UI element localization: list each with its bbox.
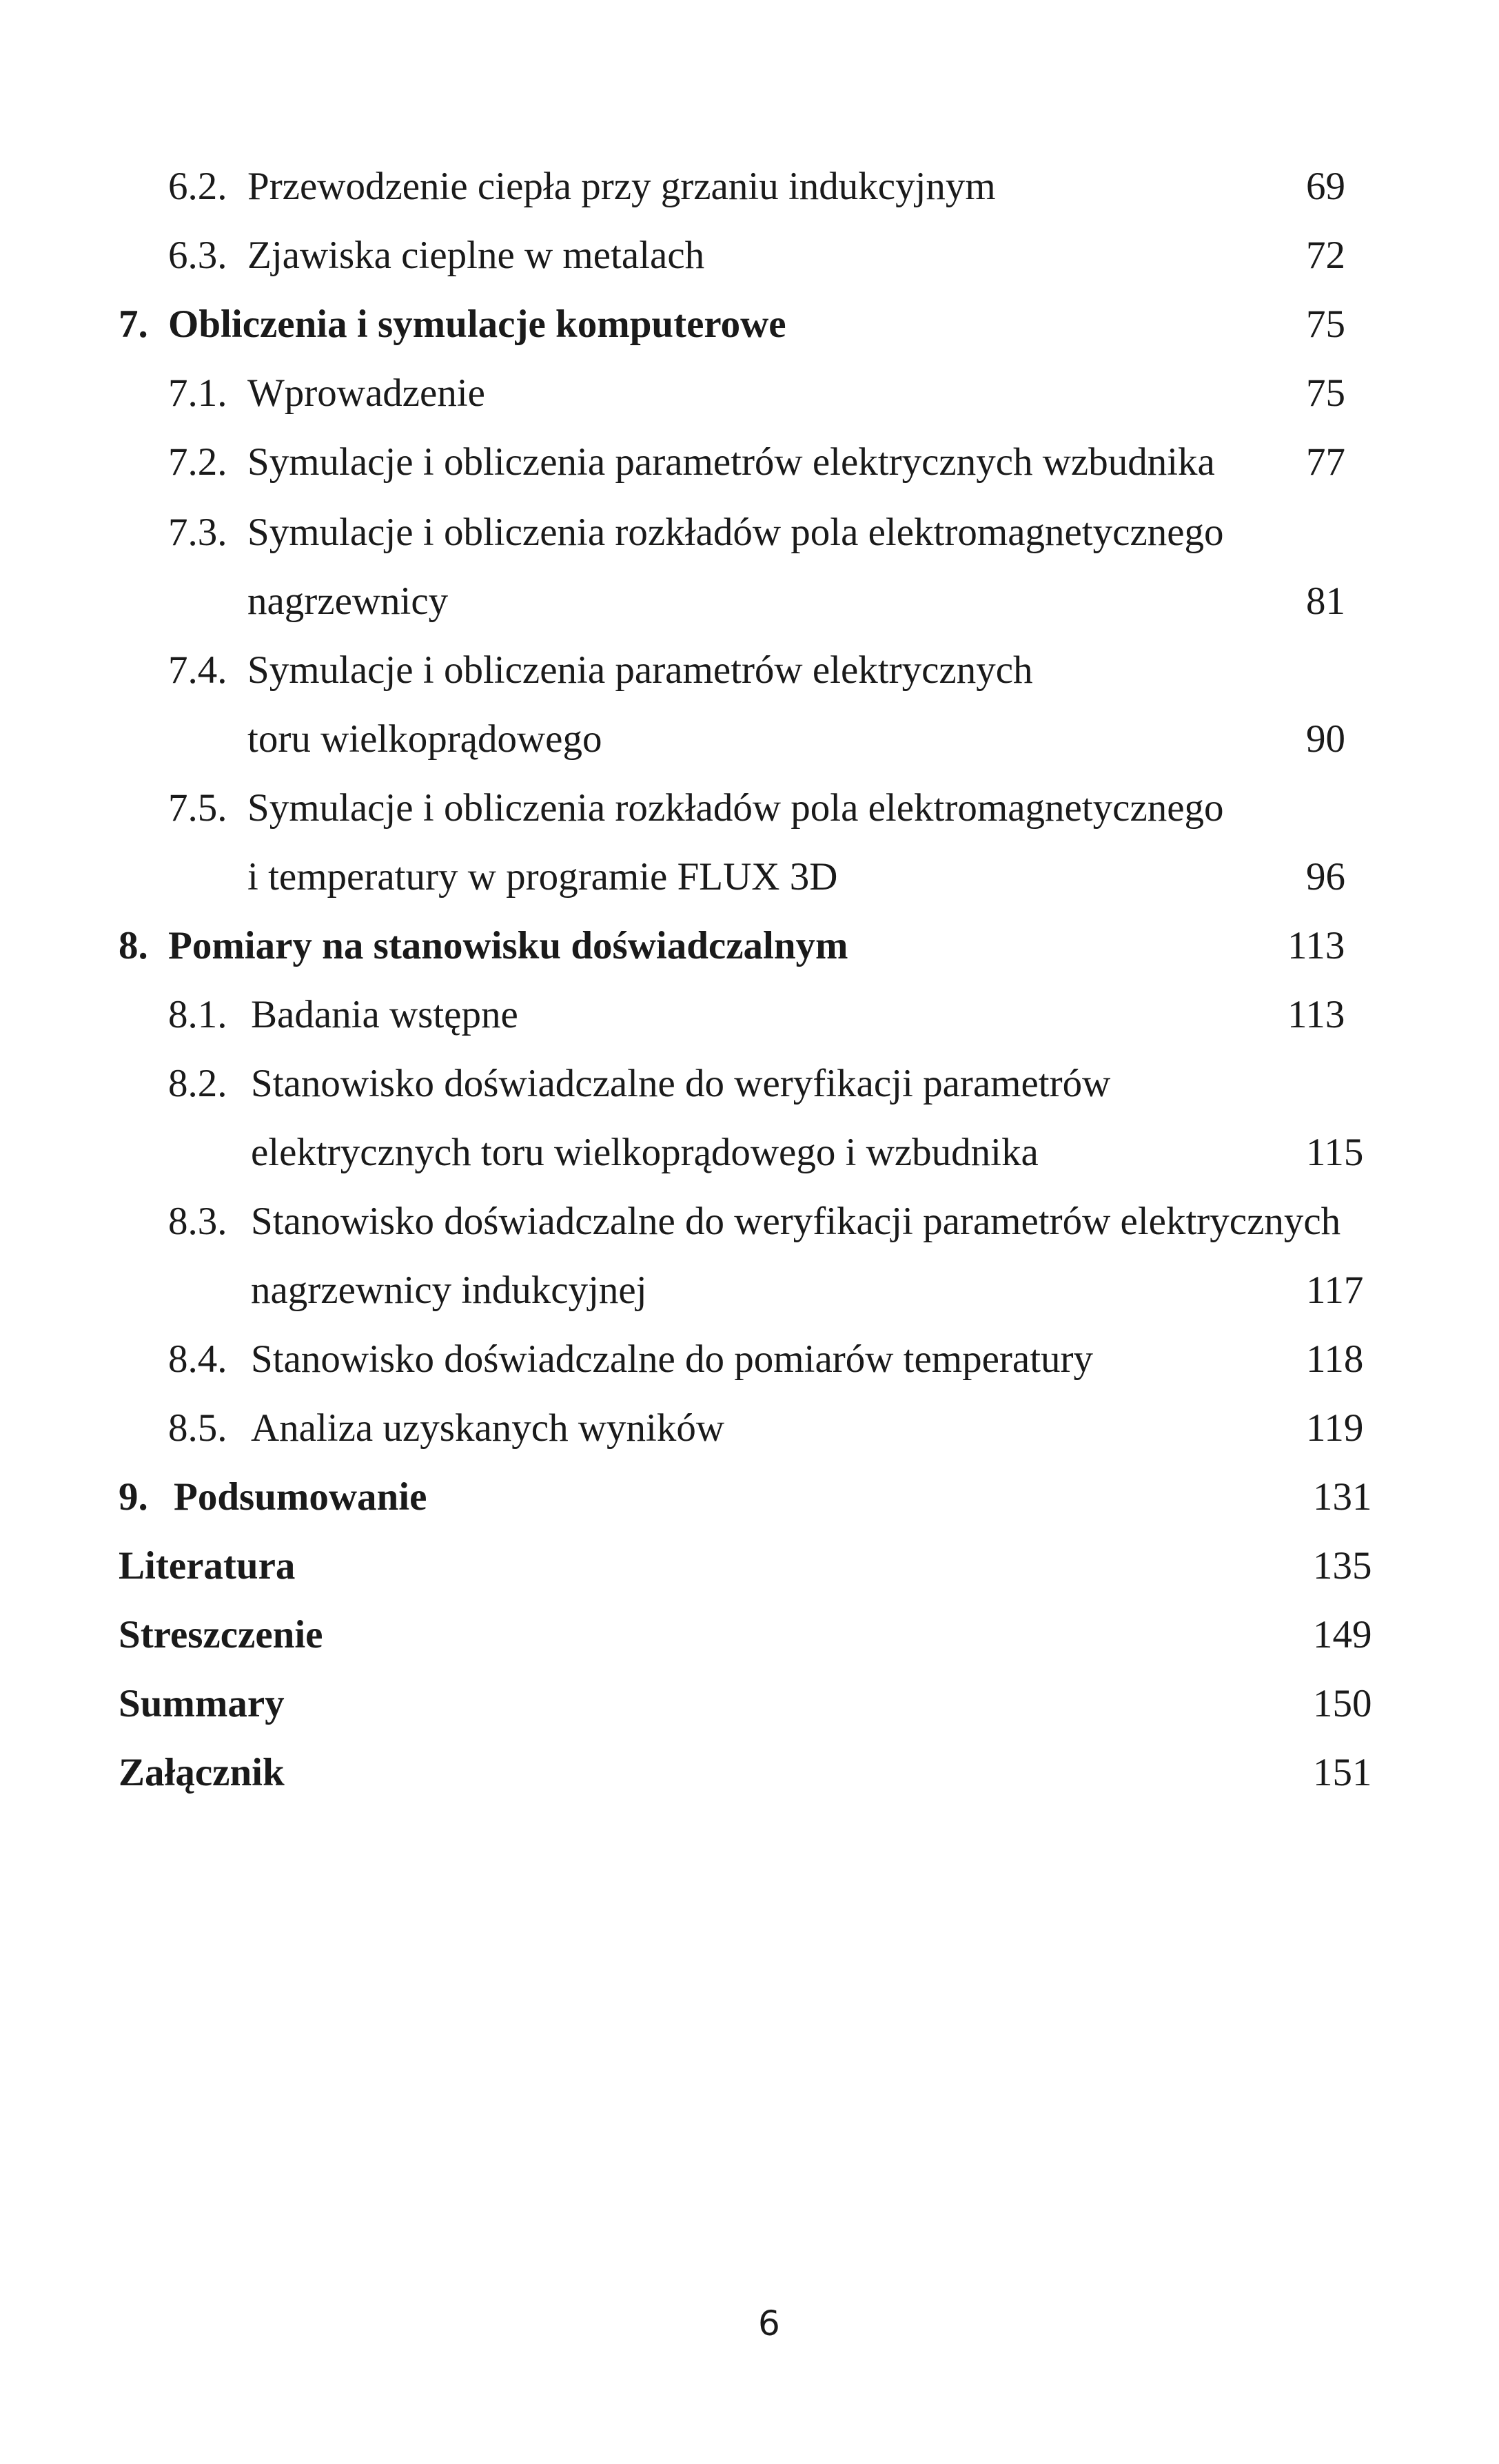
toc-entry-title: Symulacje i obliczenia parametrów elektrycznych wzbudnika: [247, 440, 1215, 484]
toc-entry-number: 8.3.: [168, 1200, 227, 1243]
toc-entry-number: 7.2.: [168, 440, 227, 484]
toc-entry-continuation: nagrzewnicy: [247, 579, 449, 623]
toc-chapter: Literatura: [119, 1544, 296, 1588]
toc-entry-page: 113: [1287, 993, 1345, 1036]
toc-entry-page: 117: [1306, 1269, 1364, 1312]
toc-entry-number: 8.1.: [168, 993, 227, 1036]
toc-entry-page: 72: [1306, 234, 1345, 277]
toc-entry: [168, 646, 1033, 695]
toc-entry-title: Symulacje i obliczenia rozkładów pola elektromagnetycznego: [247, 786, 1224, 830]
toc-chapter: Streszczenie: [119, 1613, 323, 1656]
toc-entry-title: Zjawiska cieplne w metalach: [247, 234, 705, 277]
toc-entry-page: 113: [1287, 924, 1345, 967]
toc-entry-number: 8.5.: [168, 1406, 227, 1450]
toc-entry-page: 151: [1313, 1751, 1372, 1794]
toc-entry-number: 7.4.: [168, 648, 227, 692]
toc-entry-page: 75: [1306, 371, 1345, 415]
toc-entry: [168, 369, 485, 418]
toc-entry: [168, 784, 1224, 832]
toc-entry-title: Pomiary na stanowisku doświadczalnym: [168, 924, 848, 967]
toc-entry-continuation: elektrycznych toru wielkoprądowego i wzbudnika: [251, 1131, 1039, 1174]
toc-entry: [168, 509, 1224, 557]
toc-entry: [168, 438, 1215, 486]
toc-entry-page: 135: [1313, 1544, 1372, 1588]
toc-entry-title: Wprowadzenie: [247, 371, 485, 415]
toc-entry-continuation: toru wielkoprądowego: [247, 717, 602, 761]
toc-entry: [168, 1060, 1110, 1108]
toc-chapter: Summary: [119, 1682, 285, 1725]
toc-entry-title: Analiza uzyskanych wyników: [251, 1406, 724, 1450]
toc-entry-title: Badania wstępne: [251, 993, 518, 1036]
toc-entry-title: Stanowisko doświadczalne do weryfikacji parametrów elektrycznych: [251, 1200, 1341, 1243]
toc-entry-number: 6.3.: [168, 234, 227, 277]
toc-entry-number: 8.: [119, 924, 148, 967]
toc-entry-page: 131: [1313, 1475, 1372, 1519]
toc-entry-number: 7.1.: [168, 371, 227, 415]
toc-entry-number: 7.5.: [168, 786, 227, 830]
toc-entry-page: 90: [1306, 717, 1345, 761]
toc-entry-number: 7.3.: [168, 511, 227, 554]
page-number: 6: [758, 2303, 780, 2343]
toc-entry-title: Przewodzenie ciepła przy grzaniu indukcyjnym: [247, 165, 996, 208]
toc-entry-page: 69: [1306, 165, 1345, 208]
toc-entry-title: Symulacje i obliczenia parametrów elektrycznych: [247, 648, 1033, 692]
toc-entry-title: Obliczenia i symulacje komputerowe: [168, 302, 786, 346]
toc-chapter: Załącznik: [119, 1751, 285, 1794]
toc-entry: [168, 1335, 1093, 1384]
toc-entry-number: 6.2.: [168, 165, 227, 208]
toc-entry-page: 81: [1306, 579, 1345, 623]
toc-entry: [168, 1404, 724, 1452]
toc-entry-page: 75: [1306, 302, 1345, 346]
toc-entry-page: 150: [1313, 1682, 1372, 1725]
toc-entry-continuation: nagrzewnicy indukcyjnej: [251, 1269, 647, 1312]
toc-entry: [168, 232, 704, 280]
toc-entry-continuation: i temperatury w programie FLUX 3D: [247, 855, 838, 899]
toc-entry-page: 96: [1306, 855, 1345, 899]
toc-entry: [168, 1198, 1340, 1246]
toc-entry-title: Stanowisko doświadczalne do pomiarów temperatury: [251, 1337, 1094, 1381]
toc-entry-title: Stanowisko doświadczalne do weryfikacji parametrów: [251, 1062, 1111, 1105]
toc-entry: [168, 991, 518, 1039]
toc-entry-title: Symulacje i obliczenia rozkładów pola elektromagnetycznego: [247, 511, 1224, 554]
toc-entry: [168, 163, 996, 211]
toc-entry-number: 7.: [119, 302, 148, 346]
toc-entry-page: 118: [1306, 1337, 1364, 1381]
toc-entry-page: 77: [1306, 440, 1345, 484]
toc-entry-page: 149: [1313, 1613, 1372, 1656]
toc-entry-page: 115: [1306, 1131, 1364, 1174]
toc-entry-page: 119: [1306, 1406, 1364, 1450]
toc-entry-title: Podsumowanie: [174, 1475, 427, 1519]
toc-chapter: [119, 922, 848, 970]
toc-chapter: [119, 1473, 427, 1521]
toc-entry-number: 9.: [119, 1475, 148, 1519]
toc-entry-number: 8.2.: [168, 1062, 227, 1105]
toc-entry-number: 8.4.: [168, 1337, 227, 1381]
toc-chapter: [119, 300, 786, 349]
